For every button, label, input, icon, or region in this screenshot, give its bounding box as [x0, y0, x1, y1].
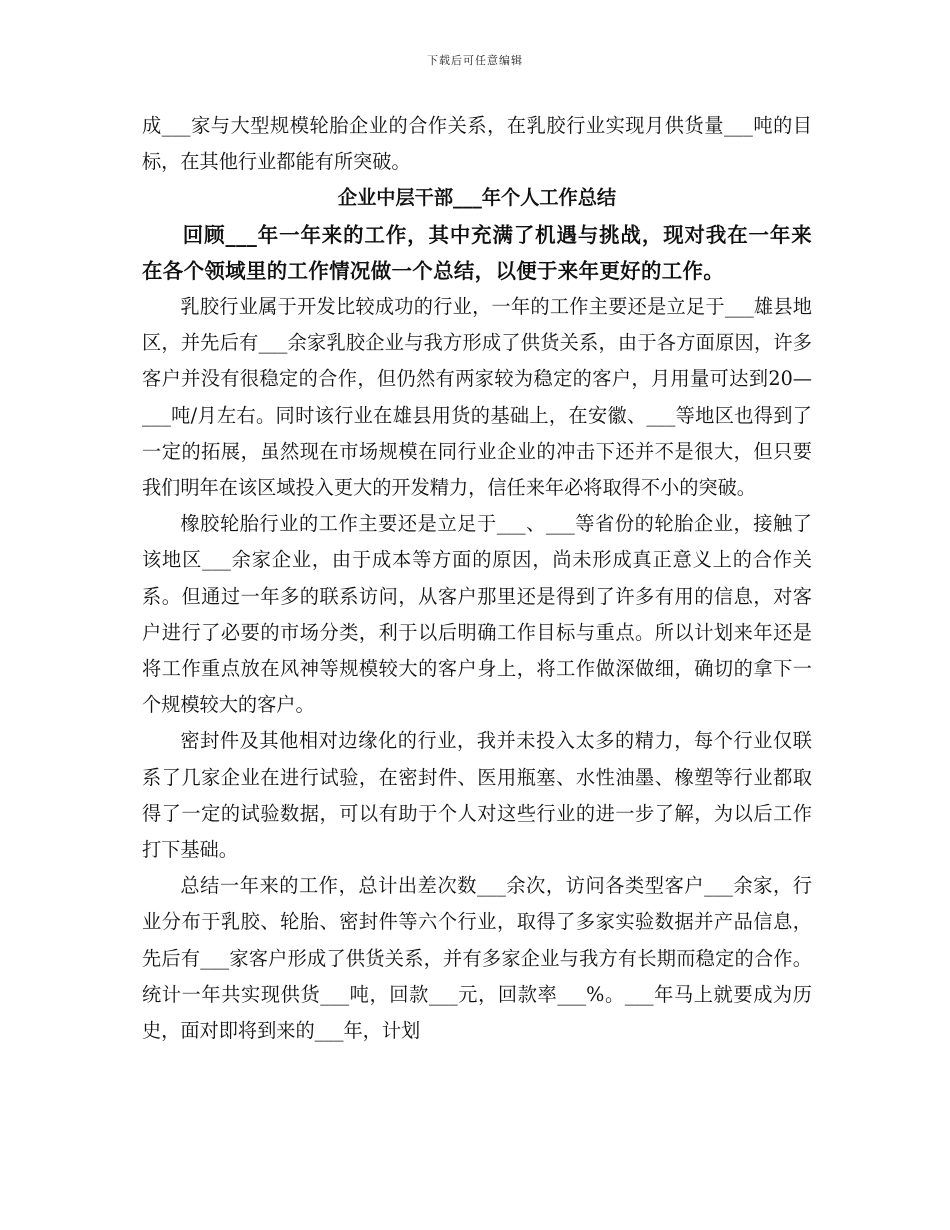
body-paragraph-latex: 乳胶行业属于开发比较成功的行业，一年的工作主要还是立足于___雄县地区，并先后有___余家乳胶企业与我方形成了供货关系，由于各方面原因，许多客户并没有很稳定的合作，但仍然有两家较为稳定的客户，月用量可达到20—___吨/月左右。同时该行业在雄县用货的基础上，在安徽、___等地区也得到了一定的拓展，虽然现在市场规模在同行业企业的冲击下还并不是很大，但只要我们明年在该区域投入更大的开发精力，信任来年必将取得不小的突破。	[142, 295, 812, 500]
continuation-paragraph: 成___家与大型规模轮胎企业的合作关系，在乳胶行业实现月供货量___吨的目标，在其他行业都能有所突破。	[142, 114, 812, 174]
intro-paragraph: 回顾___年一年来的工作，其中充满了机遇与挑战，现对我在一年来在各个领域里的工作情况做一个总结，以便于来年更好的工作。	[142, 222, 812, 283]
body-paragraph-summary: 总结一年来的工作，总计出差次数___余次，访问各类型客户___余家，行业分布于乳胶、轮胎、密封件等六个行业，取得了多家实验数据并产品信息，先后有___家客户形成了供货关系，并有多家企业与我方有长期而稳定的合作。统计一年共实现供货___吨，回款___元，回款率___%。___年马上就要成为历史，面对即将到来的___年，计划	[142, 874, 812, 1043]
document-title: 企业中层干部___年个人工作总结	[337, 186, 617, 210]
body-paragraph-seals: 密封件及其他相对边缘化的行业，我并未投入太多的精力，每个行业仅联系了几家企业在进行试验，在密封件、医用瓶塞、水性油墨、橡塑等行业都取得了一定的试验数据，可以有助于个人对这些行业的进一步了解，为以后工作打下基础。	[142, 729, 812, 862]
page-header-note: 下载后可任意编辑	[427, 54, 523, 67]
document-body	[142, 108, 812, 1049]
body-paragraph-tire: 橡胶轮胎行业的工作主要还是立足于___、___等省份的轮胎企业，接触了该地区___余家企业，由于成本等方面的原因，尚未形成真正意义上的合作关系。但通过一年多的联系访问，从客户那里还是得到了许多有用的信息，对客户进行了必要的市场分类，利于以后明确工作目标与重点。所以计划来年还是将工作重点放在风神等规模较大的客户身上，将工作做深做细，确切的拿下一个规模较大的客户。	[142, 512, 812, 717]
